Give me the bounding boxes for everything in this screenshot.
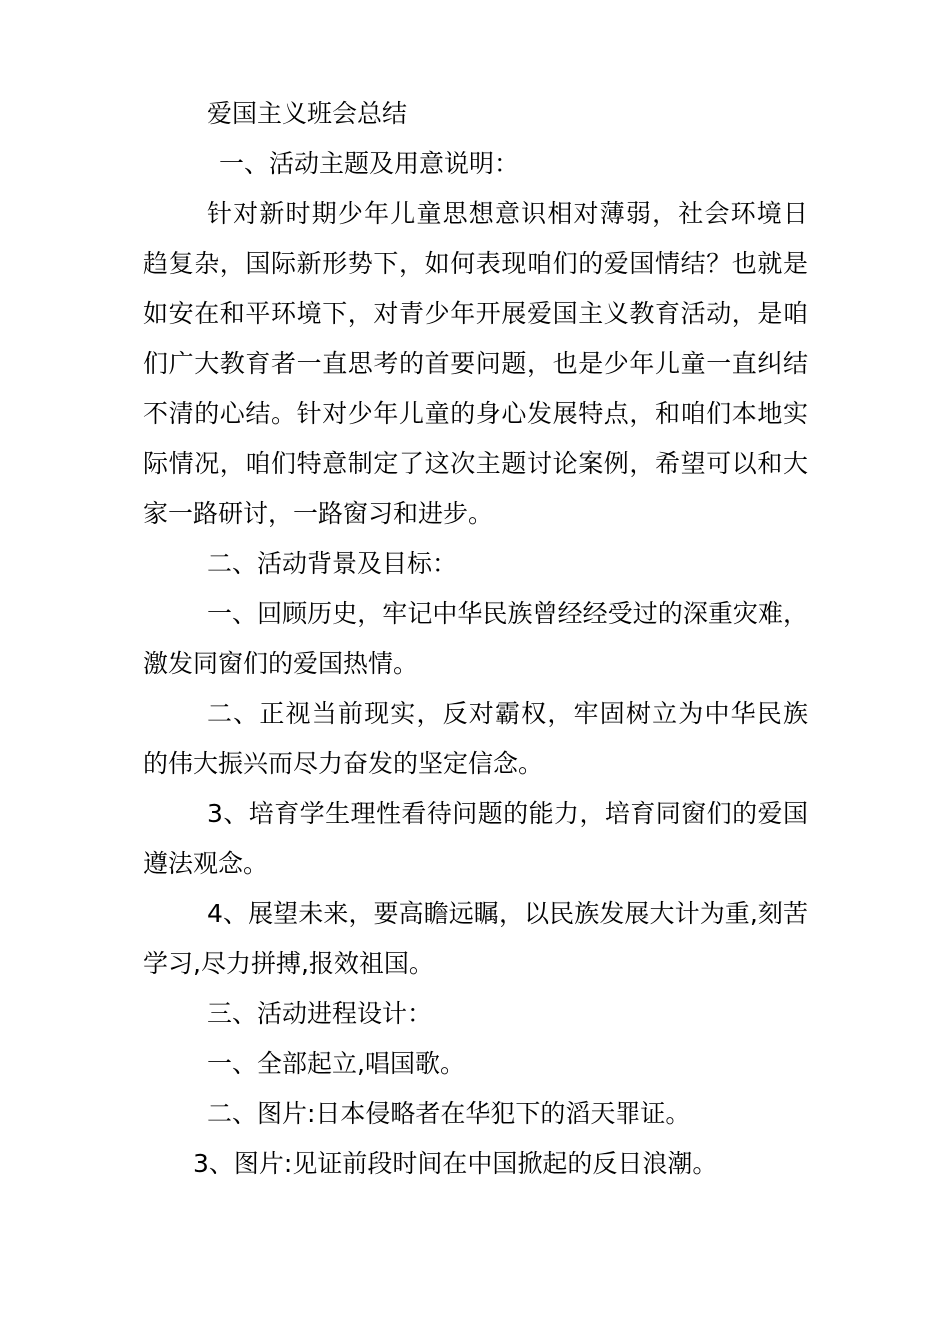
document-title: 爱国主义班会总结 xyxy=(207,99,408,128)
paragraph-line: 际情况，咱们特意制定了这次主题讨论案例，希望可以和大 xyxy=(143,449,808,478)
list-item-line: 3、培育学生理性看待问题的能力，培育同窗们的爱国 xyxy=(207,799,808,828)
paragraph-line: 如安在和平环境下，对青少年开展爱国主义教育活动，是咱 xyxy=(143,299,808,328)
list-item-line: 3、图片:见证前段时间在中国掀起的反日浪潮。 xyxy=(193,1149,718,1178)
list-item-line: 一、回顾历史，牢记中华民族曾经经受过的深重灾难， xyxy=(207,599,808,628)
list-item-line: 二、正视当前现实，反对霸权，牢固树立为中华民族 xyxy=(207,699,808,728)
paragraph-line: 不清的心结。针对少年儿童的身心发展特点，和咱们本地实 xyxy=(143,399,808,428)
section-heading: 三、活动进程设计： xyxy=(207,999,433,1028)
list-item-line: 激发同窗们的爱国热情。 xyxy=(143,649,419,678)
list-item-line: 一、全部起立,唱国歌。 xyxy=(207,1049,465,1078)
section-heading: 二、活动背景及目标： xyxy=(207,549,458,578)
paragraph-line: 趋复杂，国际新形势下，如何表现咱们的爱国情结？也就是 xyxy=(143,249,808,278)
list-item-line: 的伟大振兴而尽力奋发的坚定信念。 xyxy=(143,749,544,778)
paragraph-line: 家一路研讨，一路窗习和进步。 xyxy=(143,499,494,528)
paragraph-line: 们广大教育者一直思考的首要问题，也是少年儿童一直纠结 xyxy=(143,349,808,378)
list-item-line: 学习,尽力拼搏,报效祖国。 xyxy=(143,949,434,978)
paragraph-line: 针对新时期少年儿童思想意识相对薄弱，社会环境日 xyxy=(207,199,808,228)
section-heading: 一、活动主题及用意说明： xyxy=(219,149,520,178)
list-item-line: 4、展望未来，要高瞻远瞩，以民族发展大计为重,刻苦 xyxy=(207,899,808,928)
list-item-line: 遵法观念。 xyxy=(143,849,269,878)
list-item-line: 二、图片:日本侵略者在华犯下的滔天罪证。 xyxy=(207,1099,691,1128)
